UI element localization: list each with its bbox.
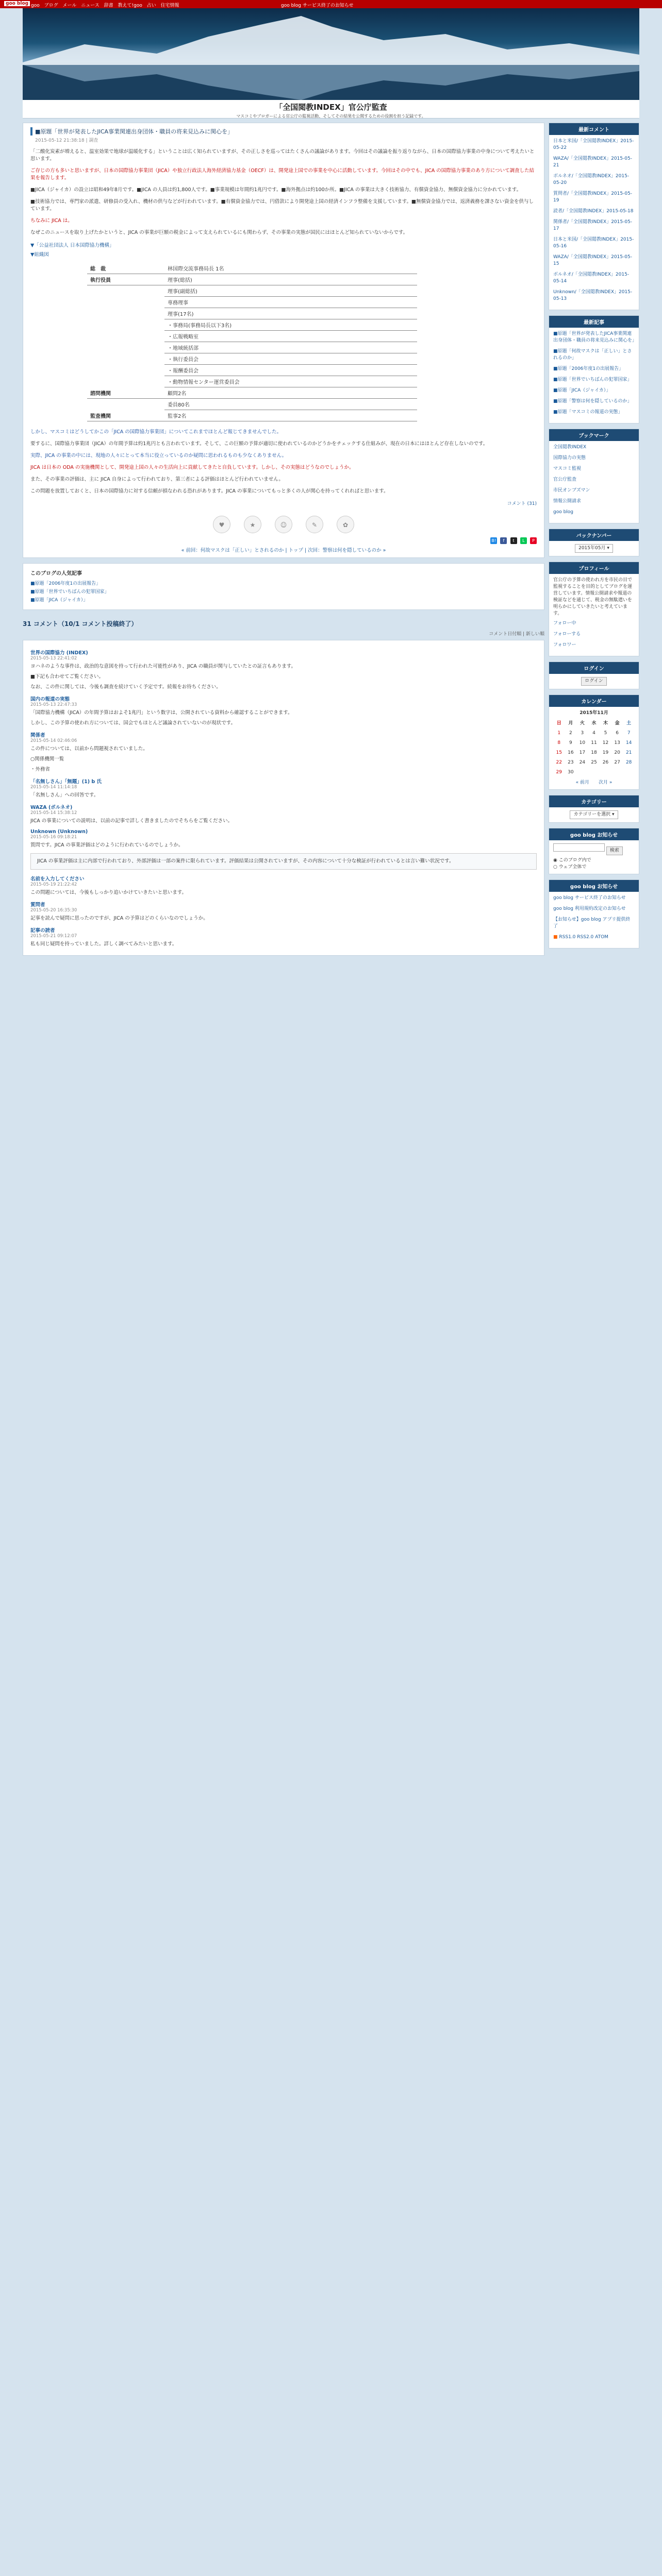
calendar-day-header: 金 (615, 721, 620, 726)
table-cell-value: ・事務局(事務局長以下3名) (164, 319, 417, 331)
chevron-down-icon: ▾ (611, 812, 615, 817)
rss-link (553, 934, 635, 941)
recent-entry-link[interactable]: ■原題「JICA（ジャイカ）」 (553, 388, 611, 393)
backnumber-select[interactable] (575, 544, 613, 553)
comment-text: この件については、以前から問題視されていました。 (30, 746, 148, 752)
calendar-day: 21 (625, 750, 632, 755)
comment-text: ・外務省 (30, 767, 51, 772)
comment-date: 2015-05-13 22:41:02 (30, 656, 77, 661)
recent-comment-link[interactable]: 日本と米国/「全国閲教INDEX」2015-05-22 (553, 139, 634, 150)
calendar-day (611, 768, 623, 777)
share-icons (30, 537, 537, 544)
table-cell-label: 諮問機関 (87, 387, 164, 399)
search-scope-label: ウェブ全体で (558, 865, 587, 870)
top-link[interactable]: goo (31, 3, 40, 8)
category-title: カテゴリー (549, 795, 639, 807)
comment-date: 2015-05-16 09:18:21 (30, 835, 77, 840)
comment-body (30, 818, 537, 825)
category-box (549, 795, 639, 823)
recent-comment-link[interactable]: 質問者/「全国閲教INDEX」2015-05-19 (553, 191, 633, 203)
entry-paragraph: この問題を放置しておくと、日本の国際協力に対する信頼が損なわれる恐れがあります。JICA の事業についてもっと多くの人が関心を持ってくれればと思います。 (30, 488, 389, 494)
recent-comment-link[interactable]: 関係者/「全国閲教INDEX」2015-05-17 (553, 219, 633, 231)
pocket-icon[interactable]: P (530, 537, 537, 544)
facebook-icon[interactable]: f (500, 537, 507, 544)
table-cell-label (87, 285, 164, 297)
table-row (87, 331, 417, 342)
backnumber-title: バックナンバー (549, 529, 639, 541)
table-cell-label (87, 308, 164, 319)
calendar-day: 17 (579, 750, 586, 755)
search-scope-web[interactable] (553, 864, 635, 871)
calendar-day-header: 月 (568, 721, 573, 726)
feed-link[interactable]: ATOM (595, 935, 608, 940)
table-cell-label (87, 353, 164, 365)
recent-entries-box (549, 315, 639, 423)
comment-author[interactable]: 記事の読者 (30, 928, 55, 934)
top-link[interactable]: 辞書 (104, 3, 113, 8)
recent-entry-link[interactable]: ■原題「世界でいちばんの犯罪国家」 (553, 377, 632, 382)
top-link[interactable]: 教えて!goo (118, 3, 142, 8)
news-link[interactable]: goo blog 利用規約改定のお知らせ (553, 906, 626, 911)
related-entries (23, 563, 544, 610)
table-cell-value: 理事(17名) (164, 308, 417, 319)
calendar-day: 7 (627, 731, 631, 736)
comment-text: ○関係機関一覧 (30, 756, 64, 762)
comment-author[interactable]: 質問者 (30, 902, 45, 908)
table-row (87, 353, 417, 365)
comment-text: 「名無しさん」への回答です。 (30, 792, 99, 798)
top-bar (0, 0, 662, 8)
calendar-day: 24 (579, 760, 586, 765)
comment-quote: JICA の事業評価は主に内部で行われており、外部評価は一部の案件に限られています。評価結果は公開されていますが、その内容について十分な検証が行われているとは言い難い状況です。 (30, 853, 537, 870)
table-cell-value: 理事(総括) (164, 274, 417, 285)
entry-title[interactable]: ■原題「世界が発表したJICA事業関連出身団体・職員の将来見込みに関心を」 (30, 127, 537, 135)
profile-link[interactable]: フォロワー (553, 642, 576, 648)
recent-comment-link[interactable]: WAZA/「全国閲教INDEX」2015-05-21 (553, 156, 632, 168)
bookmark-link[interactable]: 国際協力の実態 (553, 455, 586, 461)
comment-author[interactable]: 名前を入力してください (30, 876, 85, 882)
calendar-day: 4 (592, 731, 595, 736)
table-cell-value: 監事2名 (164, 410, 417, 421)
top-link[interactable]: ブログ (44, 3, 58, 8)
sidebar (549, 123, 639, 954)
entry-paragraph: また、その事業の評価は、主に JICA 自身によって行われており、第三者による評価はほとんど行われていません。 (30, 477, 284, 482)
calendar-day: 3 (581, 731, 584, 736)
comment-text: 「国際協力機構（JICA）の年間予算はおよそ1兆円」という数字は、公開されている資料から確認することができます。 (30, 710, 293, 716)
bookmark-box (549, 429, 639, 523)
reaction-button[interactable]: ★ (244, 516, 261, 533)
top-link[interactable]: メール (62, 3, 77, 8)
category-select-value: カテゴリーを選択 (573, 812, 611, 817)
calendar-day: 2 (569, 731, 572, 736)
recent-comment-link[interactable]: ボルネオ/「全国閲教INDEX」2015-05-20 (553, 174, 630, 185)
calendar-day: 16 (568, 750, 574, 755)
calendar-day-header: 日 (556, 721, 561, 726)
hatena-bookmark-icon[interactable]: B! (490, 537, 497, 544)
comment-date: 2015-05-14 11:14:18 (30, 785, 77, 790)
profile-link[interactable]: フォロー中 (553, 621, 576, 626)
recent-entry-link[interactable]: ■原題「警察は何を隠しているのか」 (553, 399, 632, 404)
entry-paragraph: なぜこのニュースを取り上げたかというと、JICA の事業が巨額の税金によって支えられているにも関わらず、その事業の実態が国民にはほとんど知られていないからです。 (30, 230, 408, 235)
table-cell-value: 専務理事 (164, 297, 417, 308)
table-cell-value: 顧問2名 (164, 387, 417, 399)
entry-date: 2015-05-12 21:38:18 | 調査 (35, 138, 98, 143)
calendar-day-header: 土 (626, 721, 632, 726)
twitter-icon[interactable]: t (510, 537, 517, 544)
comments-sort[interactable]: コメント日付順 | 新しい順 (489, 632, 544, 637)
table-row (87, 387, 417, 399)
profile-text: 官公庁の予算の使われ方を市民の目で監視することを目的としてブログを運営しています。情報公開請求や報道の検証などを通じて、税金の無駄遣いを明らかにしていきたいと考えています。 (553, 578, 633, 616)
reaction-buttons (30, 516, 537, 533)
reaction-button[interactable]: ♥ (213, 516, 230, 533)
entry-paragraph: 実際、JICA の事業の中には、現地の人々にとって本当に役立っているのか疑問に思われるものも少なくありません。 (30, 453, 287, 459)
bookmark-link[interactable]: 全国閲教INDEX (553, 445, 587, 450)
calendar-day (623, 768, 635, 777)
table-row (87, 342, 417, 353)
search-input[interactable] (553, 843, 605, 852)
bookmark-link[interactable]: マスコミ監視 (553, 466, 582, 471)
comment-text: この問題については、今後もしっかり追いかけていきたいと思います。 (30, 890, 187, 895)
line-icon[interactable]: L (520, 537, 527, 544)
recent-entry-link[interactable]: ■原題「世界が発表したJICA事業関連出身団体・職員の将来見込みに関心を」 (553, 331, 637, 343)
comment-author[interactable]: 国内の報道の実態 (30, 697, 70, 702)
comment-body (30, 941, 537, 948)
entry-link[interactable]: ▼組織図 (30, 252, 49, 258)
recent-comment-link[interactable]: Unknown/「全国閲教INDEX」2015-05-13 (553, 290, 633, 301)
entry-link[interactable]: ▼「公益社団法人 日本国際協力機構」 (30, 243, 114, 248)
calendar-day: 8 (557, 740, 561, 745)
calendar-day-header: 火 (580, 721, 585, 726)
table-cell-label (87, 399, 164, 410)
comment-date: 2015-05-14 02:46:06 (30, 738, 77, 743)
table-row (87, 308, 417, 319)
comments-panel (23, 640, 544, 956)
calendar-table (553, 719, 635, 777)
calendar-month: 2015年11月 (580, 710, 608, 716)
calendar-day: 28 (625, 760, 632, 765)
comment-count-link[interactable]: コメント (31) (507, 501, 537, 506)
bookmark-link[interactable]: 市民オンブズマン (553, 488, 590, 493)
login-box (549, 662, 639, 689)
recent-comments-box (549, 123, 639, 310)
table-cell-label: 監査機関 (87, 410, 164, 421)
goo-logo[interactable]: goo blog (4, 1, 30, 6)
calendar-day: 14 (625, 740, 632, 745)
comment-text: 私も同じ疑問を持っていました。詳しく調べてみたいと思います。 (30, 941, 177, 947)
calendar-day: 20 (614, 750, 620, 755)
recent-comment-link[interactable]: 日本と米国/「全国閲教INDEX」2015-05-16 (553, 237, 634, 249)
category-select[interactable] (570, 810, 618, 819)
calendar-day-header: 水 (591, 721, 597, 726)
comment-author[interactable]: 世界の国際協力 (INDEX) (30, 650, 88, 656)
comment-date: 2015-05-19 21:22:42 (30, 882, 77, 887)
table-cell-value: 理事(副総括) (164, 285, 417, 297)
comment-body (30, 663, 537, 691)
recent-comment-link[interactable]: WAZA/「全国閲教INDEX」2015-05-15 (553, 255, 632, 266)
table-cell-label (87, 319, 164, 331)
comment-date: 2015-05-14 15:38:12 (30, 810, 77, 816)
table-cell-label (87, 297, 164, 308)
table-row (87, 274, 417, 285)
entry-paragraph: 「二酸化炭素が増えると、温室効果で地球が温暖化する」ということは広く知られていますが、その正しさを巡ってはたくさんの議論があります。今回はその議論を振り返りながら、日本の国際協力事業の中身について考えたいと思います。 (30, 149, 535, 162)
table-cell-value: 林国際交流事務局長 1名 (164, 263, 417, 274)
calendar-day (576, 768, 588, 777)
mountain-lake-image (23, 8, 639, 100)
org-chart-table (87, 263, 417, 421)
table-row (87, 365, 417, 376)
calendar-day: 13 (614, 740, 620, 745)
calendar-day: 9 (569, 740, 572, 745)
calendar-day: 26 (602, 760, 609, 765)
comment-item (30, 777, 537, 799)
table-row (87, 410, 417, 421)
comment-text: ■下記も合わせてご覧ください。 (30, 674, 104, 680)
calendar-day: 19 (602, 750, 609, 755)
calendar-day: 11 (591, 740, 597, 745)
entry-paragraph: ■技術協力では、専門家の派遣、研修員の受入れ、機材の供与などが行われています。■有償資金協力では、円借款により開発途上国の経済インフラ整備を支援しています。■無償資金協力では、返済義務を課さない資金を供与しています。 (30, 199, 534, 212)
search-scope-label: このブログ内で (558, 858, 591, 863)
comment-item (30, 875, 537, 896)
table-cell-label (87, 331, 164, 342)
calendar-nav[interactable]: « 前月 次月 » (575, 780, 613, 785)
recent-entry-link[interactable]: ■原題「2006年度1の出展報告」 (553, 366, 624, 371)
blog-title-bar (23, 100, 639, 118)
table-cell-label (87, 376, 164, 387)
service-end-notice[interactable]: goo blog サービス終了のお知らせ (281, 3, 354, 8)
login-button[interactable]: ログイン (581, 677, 607, 686)
table-cell-value: ・執行委員会 (164, 353, 417, 365)
chevron-down-icon: ▾ (607, 546, 609, 551)
table-cell-label: 執行役員 (87, 274, 164, 285)
related-title: このブログの人気記事 (30, 571, 82, 577)
comment-body (30, 709, 537, 727)
table-row (87, 399, 417, 410)
radio-icon: ◉ (553, 858, 557, 863)
table-cell-label: 総 裁 (87, 263, 164, 274)
table-cell-value: 委員80名 (164, 399, 417, 410)
comment-author[interactable]: 関係者 (30, 733, 45, 738)
comment-item (30, 649, 537, 691)
calendar-day: 6 (616, 731, 619, 736)
related-link[interactable]: ■原題「JICA（ジャイカ）」 (30, 598, 88, 603)
entry-paragraph: しかし、マスコミはどうしてかこの「JICA の国際協力事業団」についてこれまでほとんど報じてきませんでした。 (30, 429, 282, 435)
comment-item (30, 829, 537, 870)
main-column (23, 123, 544, 956)
bookmark-link[interactable]: goo blog (553, 510, 574, 515)
reaction-button[interactable]: ☺ (275, 516, 292, 533)
entry-paragraph: ■JICA（ジャイカ）の設立は昭和49年8月です。■JICA の人員は約1,800人です。■事業規模は年間約1兆円です。■海外拠点は約100か所。■JICA の事業は大きく技術協力、有償資金協力、無償資金協力に分かれています。 (30, 187, 522, 193)
calendar-day (600, 768, 611, 777)
comment-text: 質問です。JICA の事業評価はどのように行われているのでしょうか。 (30, 842, 184, 848)
comment-body (30, 745, 537, 773)
recent-entry-link[interactable]: ■原題「マスコミの報道の実態」 (553, 410, 623, 415)
comment-text: JICA の事業についての説明は、以前の記事で詳しく書きましたのでそちらをご覧ください。 (30, 818, 233, 824)
comment-text: 記事を読んで疑問に思ったのですが、JICA の予算はどのくらいなのでしょうか。 (30, 916, 208, 921)
reaction-button[interactable]: ✎ (306, 516, 323, 533)
recent-comment-link[interactable]: 読者/「全国閲教INDEX」2015-05-18 (553, 209, 634, 214)
calendar-title: カレンダー (549, 695, 639, 707)
profile-title: プロフィール (549, 562, 639, 574)
recent-entries-title: 最新記事 (549, 316, 639, 328)
related-link[interactable]: ■原題「2006年度1の出展報告」 (30, 581, 101, 586)
entry-paragraph: ご存じの方も多いと思いますが、日本の国際協力事業団（JICA）や独立行政法人海外経済協力基金（OECF）は、開発途上国での事業を中心に活動しています。今回はその中でも、JICA の国際協力事業のあり方について調査した結果を報告します。 (30, 168, 535, 181)
news-link[interactable]: 【お知らせ】goo blog アプリ提供終了 (553, 917, 631, 929)
comment-text: しかし、この予算の使われ方については、国会でもほとんど議論されていないのが現状です。 (30, 720, 236, 726)
calendar-box (549, 694, 639, 790)
rss-icon: ■ (553, 935, 558, 940)
calendar-day: 10 (579, 740, 586, 745)
entry-paragraph: 要するに、国際協力事業団（JICA）の年間予算は約1兆円とも言われています。そして、この巨額の予算が適切に使われているのかどうかをチェックする仕組みが、現在の日本にはほとんど存在しないのです。 (30, 441, 488, 447)
table-row (87, 285, 417, 297)
table-row (87, 263, 417, 274)
profile-link[interactable]: フォローする (553, 632, 581, 637)
comment-body (30, 915, 537, 922)
feed-link[interactable]: RSS1.0 (559, 935, 576, 940)
header-banner (23, 8, 639, 100)
calendar-day: 22 (556, 760, 562, 765)
calendar-day-header: 木 (603, 721, 608, 726)
comment-author[interactable]: WAZA (ボルネオ) (30, 805, 73, 810)
comment-body (30, 889, 537, 896)
comment-author[interactable]: 「名無しさん」「無題」(1) b 氏 (30, 779, 102, 785)
comment-author[interactable]: Unknown (Unknown) (30, 829, 88, 835)
backnumber-box (549, 529, 639, 556)
calendar-day: 18 (591, 750, 597, 755)
news-title: goo blog お知らせ (549, 880, 639, 892)
table-cell-value: ・地域統括部 (164, 342, 417, 353)
table-row (87, 297, 417, 308)
top-link[interactable]: 占い (146, 3, 156, 8)
comment-item (30, 803, 537, 825)
blog-title[interactable]: 「全国閲教INDEX」官公庁監査 (275, 103, 387, 112)
table-cell-value: ・動物情報センター運営委員会 (164, 376, 417, 387)
comments-header: 31 コメント（10/1 コメント投稿終了） (23, 620, 138, 628)
calendar-day: 12 (602, 740, 609, 745)
comment-item (30, 926, 537, 948)
recent-entry-link[interactable]: ■原題「何故マスクは「正しい」とされるのか」 (553, 349, 632, 361)
radio-icon: ○ (553, 865, 557, 870)
calendar-day: 5 (604, 731, 607, 736)
news-box (549, 879, 639, 948)
recent-comments-title: 最新コメント (549, 123, 639, 135)
login-title: ログイン (549, 662, 639, 674)
calendar-day: 23 (568, 760, 574, 765)
table-cell-label (87, 365, 164, 376)
comment-text: ヨハネのような事件は、政治的な意図を持って行われた可能性があり、JICA の職員が関与していたとの証言もあります。 (30, 664, 296, 669)
comment-date: 2015-05-13 22:47:33 (30, 702, 77, 707)
calendar-day: 29 (556, 770, 562, 775)
top-link[interactable]: 住宅情報 (160, 3, 179, 8)
top-link[interactable]: ニュース (81, 3, 100, 8)
bookmark-title: ブックマーク (549, 429, 639, 441)
top-links (31, 2, 183, 8)
recent-comment-link[interactable]: ボルネオ/「全国閲教INDEX」2015-05-14 (553, 272, 630, 284)
bookmark-link[interactable]: 情報公開請求 (553, 499, 582, 504)
comment-item (30, 731, 537, 773)
blog-subtitle: マスコミやブロガーによる官公庁の監視活動、そしてその結果を公開するための役割を担う記録です。 (236, 114, 426, 118)
bookmark-link[interactable]: 官公庁監査 (553, 477, 577, 482)
search-box (549, 828, 639, 874)
search-button[interactable]: 検索 (606, 846, 623, 855)
table-cell-value: ・報酬委員会 (164, 365, 417, 376)
table-row (87, 319, 417, 331)
comment-date: 2015-05-20 16:35:30 (30, 908, 77, 913)
search-title: goo blog お知らせ (549, 828, 639, 840)
comment-body (30, 792, 537, 799)
related-link[interactable]: ■原題「世界でいちばんの犯罪国家」 (30, 589, 109, 595)
reaction-button[interactable]: ✿ (337, 516, 354, 533)
calendar-day: 25 (591, 760, 597, 765)
table-cell-label (87, 342, 164, 353)
table-cell-value: ・広報戦略室 (164, 331, 417, 342)
calendar-day: 15 (556, 750, 562, 755)
calendar-day: 1 (557, 731, 561, 736)
calendar-day: 30 (568, 770, 574, 775)
search-scope-blog[interactable] (553, 857, 635, 864)
feed-link[interactable]: RSS2.0 (577, 935, 594, 940)
entry-panel (23, 123, 544, 558)
comment-item (30, 695, 537, 727)
comment-date: 2015-05-21 09:12:07 (30, 934, 77, 939)
entry-pager[interactable]: « 前回：何故マスクは「正しい」とされるのか | トップ | 次回：警察は何を隠しているのか » (181, 548, 386, 553)
comment-text: なお、この件に関しては、今後も調査を続けていく予定です。続報をお待ちください。 (30, 684, 221, 690)
profile-box (549, 562, 639, 656)
comment-item (30, 901, 537, 922)
entry-paragraph: ちなみに JICA は。 (30, 218, 73, 224)
table-row (87, 376, 417, 387)
backnumber-select-value: 2015年05月 (578, 546, 606, 551)
calendar-day (588, 768, 600, 777)
news-link[interactable]: goo blog サービス終了のお知らせ (553, 895, 626, 901)
comment-body (30, 842, 537, 870)
entry-paragraph: JICA は日本の ODA の実施機関として、開発途上国の人々の生活向上に貢献してきたと自負しています。しかし、その実態はどうなのでしょうか。 (30, 465, 354, 470)
calendar-day: 27 (614, 760, 620, 765)
